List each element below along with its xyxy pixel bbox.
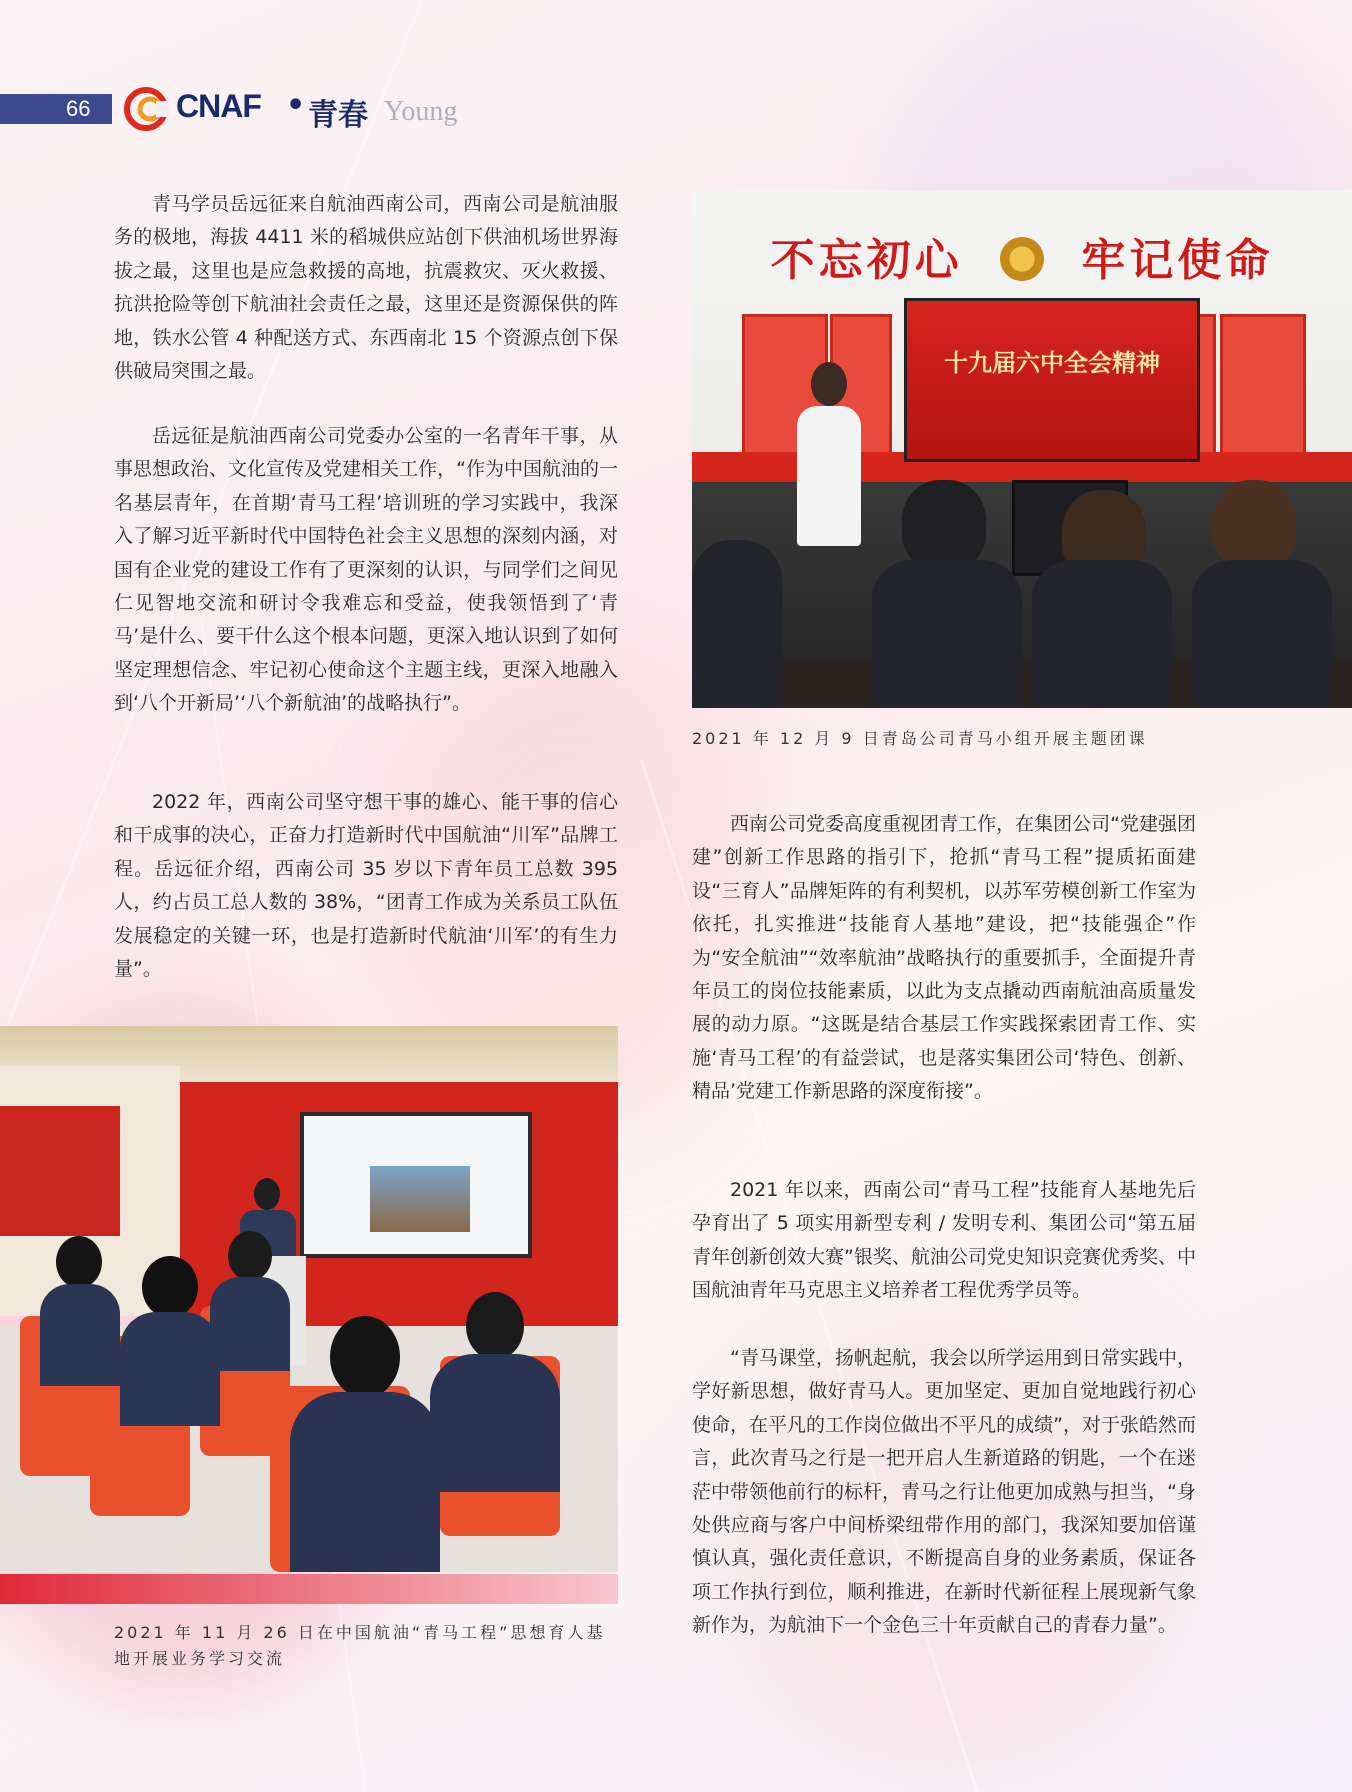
wall-panel — [1220, 314, 1306, 470]
audience-member — [902, 480, 986, 570]
paragraph-right-3: “青马课堂，扬帆起航，我会以所学运用到日常实践中，学好新思想，做好青马人。更加坚定、更加自觉地践行初心使命，在平凡的工作岗位做出不平凡的成绩”，对于张皓然而言，此次青马之行是一把开启人生新道路的钥匙，一个在迷茫中带领他前行的标杆，青马之行让他更加成熟与担当，“身处供应商与客户中间桥梁纽带作用的部门，我深知要加倍谨慎认真，强化责任意识，不断提高自身的业务素质，保证各项工作执行到位，顺利推进，在新时代新征程上展现新气象新作为，为航油下一个金色三十年贡献自己的青春力量”。 — [692, 1347, 1196, 1637]
audience-member — [1032, 560, 1172, 708]
audience-member — [120, 1256, 220, 1426]
audience-member — [210, 1231, 290, 1371]
audience-member — [692, 540, 782, 708]
brand-name: CNAF — [176, 88, 261, 124]
presentation-screen — [904, 298, 1200, 462]
screen-title: 十九届六中全会精神 — [944, 349, 1160, 377]
audience-member — [872, 560, 1022, 708]
paragraph-left-2: 岳远征是航油西南公司党委办公室的一名青年干事，从事思想政治、文化宣传及党建相关工作，“作为中国航油的一名基层青年，在首期‘青马工程’培训班的学习实践中，我深入了解习近平新时代中国特色社会主义思想的深刻内涵，对国有企业党的建设工作有了更深刻的认识，与同学们之间见仁见智地交流和研讨令我难忘和受益，使我领悟到了‘青马’是什么、要干什么这个根本问题，更深入地认识到了如何坚定理想信念、牢记初心使命这个主题主线，更深入地融入到‘八个开新局’‘八个新航油’的战略执行”。 — [114, 425, 618, 715]
slogan-right: 牢记使命 — [1081, 235, 1274, 286]
audience-member — [1212, 480, 1296, 570]
decorative-red-bar — [0, 1574, 618, 1604]
section-title-cn: 青春 — [308, 98, 368, 133]
screen-photo — [370, 1166, 470, 1232]
section-title-en: Young — [384, 96, 458, 127]
cnaf-logo-icon — [122, 86, 172, 132]
paragraph-left-1: 青马学员岳远征来自航油西南公司，西南公司是航油服务的极地，海拔 4411 米的稻城供应站创下供油机场世界海拔之最，这里也是应急救援的高地，抗震救灾、灭火救援、抗洪抢险等创下航油社会责任之最，这里还是资源保供的阵地，铁水公管 4 种配送方式、东西南北 15 个资源点创下保供破局突围之最。 — [114, 193, 618, 383]
speaker — [797, 362, 861, 562]
paragraph-right-1: 西南公司党委高度重视团青工作，在集团公司“党建强团建”创新工作思路的指引下，抢抓“青马工程”提质拓面建设“三育人”品牌矩阵的有利契机，以苏军劳模创新工作室为依托，扎实推进“技能育人基地”建设，把“技能强企”作为“安全航油”“效率航油”战略执行的重要抓手，全面提升青年员工的岗位技能素质，以此为支点撬动西南航油高质量发展的动力原。“这既是结合基层工作实践探索团青工作、实施‘青马工程’的有益尝试，也是落实集团公司‘特色、创新、精品’党建工作新思路的深度衔接”。 — [692, 813, 1196, 1103]
audience-member — [430, 1292, 560, 1492]
page-number: 66 — [66, 96, 91, 121]
paragraph-right-2: 2021 年以来，西南公司“青马工程”技能育人基地先后孕育出了 5 项实用新型专利 / 发明专利、集团公司“第五届青年创新创效大赛”银奖、航油公司党史知识竞赛优秀奖、中国航油青年马克思主义培养者工程优秀学员等。 — [692, 1179, 1196, 1302]
presentation-screen — [300, 1112, 532, 1258]
audience-member — [40, 1236, 120, 1386]
photo-caption-2: 2021 年 11 月 26 日在中国航油“青马工程”思想育人基地开展业务学习交流 — [114, 1623, 606, 1668]
brand-separator: • — [286, 88, 306, 123]
party-emblem-icon — [1000, 237, 1044, 281]
photo-theme-lecture — [692, 190, 1352, 708]
wall-sign — [0, 1106, 120, 1236]
audience-member — [290, 1316, 440, 1572]
paragraph-left-3: 2022 年，西南公司坚守想干事的雄心、能干事的信心和干成事的决心，正奋力打造新时代中国航油“川军”品牌工程。岳远征介绍，西南公司 35 岁以下青年员工总数 395 人，约占员工总人数的 38%，“团青工作成为关系员工队伍发展稳定的关键一环，也是打造新时代航油‘川军’的有生力量”。 — [114, 791, 618, 981]
photo-study-exchange — [0, 1026, 618, 1572]
slogan-left: 不忘初心 — [770, 235, 963, 286]
page-number-bar — [0, 94, 112, 124]
photo-caption-1: 2021 年 12 月 9 日青岛公司青马小组开展主题团课 — [692, 729, 1148, 748]
audience-member — [1192, 560, 1332, 708]
